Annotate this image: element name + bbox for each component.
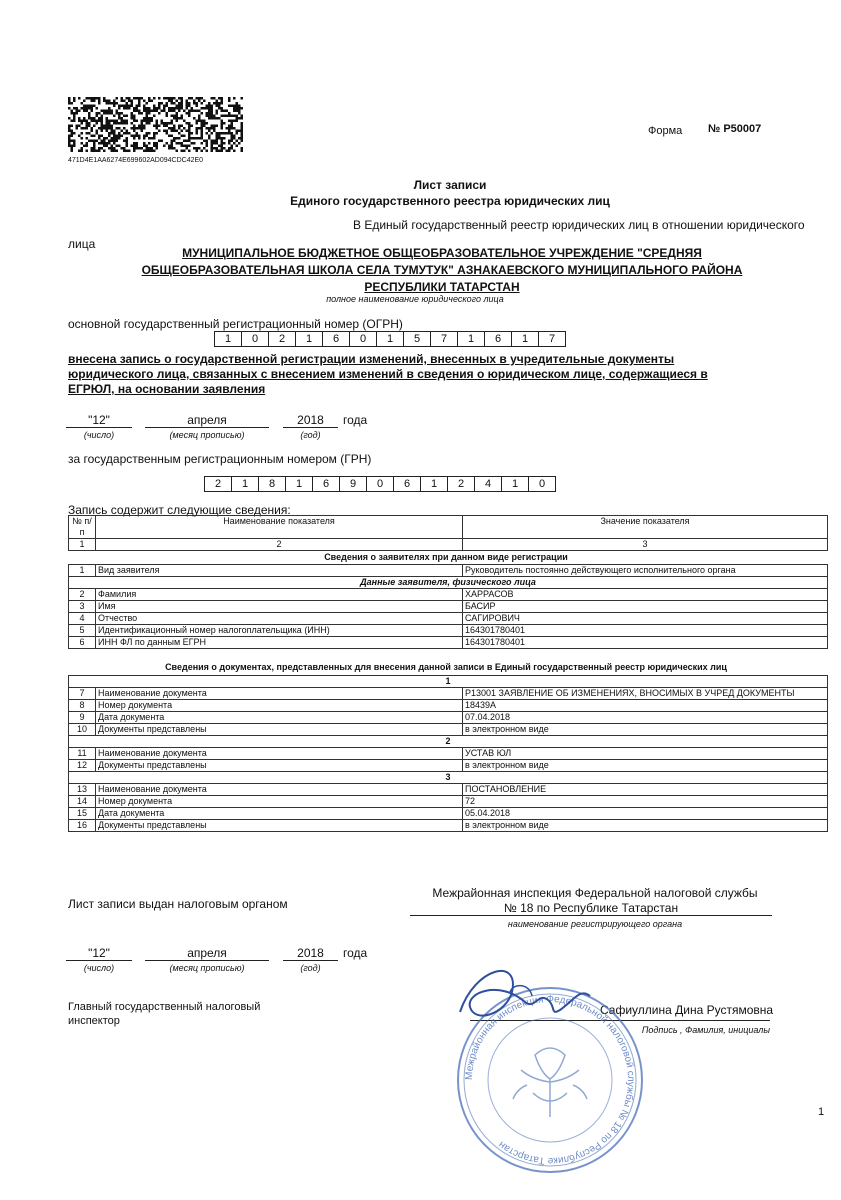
signature-caption: Подпись , Фамилия, инициалы (641, 1025, 770, 1035)
date1-suffix: года (343, 413, 368, 427)
header-table (68, 515, 828, 551)
barcode-code: 471D4E1AA6274E699602AD094CDC42E0 (68, 157, 204, 164)
table-row (69, 601, 828, 613)
group-header-row (69, 772, 828, 784)
row-name: Наименование документа (96, 688, 463, 700)
ogrn-digit: 1 (376, 331, 404, 347)
table-row (69, 637, 828, 649)
row-value: 72 (463, 796, 828, 808)
header-col1: 1 (69, 539, 96, 551)
row-name: Документы представлены (96, 724, 463, 736)
row-value: ПОСТАНОВЛЕНИЕ (463, 784, 828, 796)
table-row (69, 760, 828, 772)
ogrn-digit: 5 (403, 331, 431, 347)
row-number: 10 (69, 724, 96, 736)
grn-digit: 4 (474, 476, 502, 492)
documents-title: Сведения о документах, представленных для внесения данной записи в Единый государственный реестр юридических лиц (165, 662, 727, 672)
grn-digit: 1 (420, 476, 448, 492)
row-value: Руководитель постоянно действующего исполнительного органа (463, 565, 828, 577)
row-value: 18439А (463, 700, 828, 712)
row-number: 12 (69, 760, 96, 772)
entity-name-line: ОБЩЕОБРАЗОВАТЕЛЬНАЯ ШКОЛА СЕЛА ТУМУТУК" АЗНАКАЕВСКОГО МУНИЦИПАЛЬНОГО РАЙОНА (141, 263, 743, 277)
row-name: Дата документа (96, 808, 463, 820)
ogrn-digit: 7 (538, 331, 566, 347)
table-row (69, 724, 828, 736)
record-text (68, 352, 768, 397)
header-value: Значение показателя (463, 516, 828, 539)
authority-line2: № 18 по Республике Татарстан (410, 901, 772, 916)
row-name: Отчество (96, 613, 463, 625)
table-row (69, 796, 828, 808)
grn-digit: 1 (285, 476, 313, 492)
date2-month: апреля (145, 946, 269, 961)
stamp-text: Межрайонная инспекция Федеральной налоговой службы № 18 по Республике Татарстан (463, 993, 637, 1167)
table-row (69, 565, 828, 577)
table-row (69, 820, 828, 832)
entity-caption: полное наименование юридического лица (326, 294, 504, 304)
record-text-line: внесена запись о государственной регистрации изменений, внесенных в учредительные документы (68, 352, 675, 366)
form-label: Форма (648, 125, 683, 137)
entity-name (92, 245, 792, 296)
grn-digit: 0 (366, 476, 394, 492)
table-row (69, 808, 828, 820)
date2-month-caption: (месяц прописью) (169, 963, 245, 973)
ogrn-digit: 2 (268, 331, 296, 347)
intro-text: В Единый государственный реестр юридических лиц в отношении юридического (353, 218, 805, 232)
table-row (69, 700, 828, 712)
ogrn-digit: 6 (484, 331, 512, 347)
row-number: 8 (69, 700, 96, 712)
date1-year-caption: (год) (300, 430, 321, 440)
row-value: БАСИР (463, 601, 828, 613)
ogrn-digit: 1 (511, 331, 539, 347)
record-text-line: ЕГРЮЛ, на основании заявления (68, 382, 266, 396)
ogrn-boxes (215, 331, 566, 347)
row-value: в электронном виде (463, 820, 828, 832)
ogrn-digit: 1 (295, 331, 323, 347)
table-row (69, 784, 828, 796)
applicants-table (68, 564, 828, 649)
row-name: Наименование документа (96, 748, 463, 760)
table-row (69, 589, 828, 601)
grn-digit: 2 (204, 476, 232, 492)
signature-icon (440, 952, 620, 1042)
ogrn-digit: 7 (430, 331, 458, 347)
row-number: 16 (69, 820, 96, 832)
date2-day-caption: (число) (83, 963, 115, 973)
grn-label: за государственным регистрационным номером (ГРН) (68, 452, 372, 466)
entity-name-line: РЕСПУБЛИКИ ТАТАРСТАН (364, 280, 520, 294)
grn-digit: 0 (528, 476, 556, 492)
row-name: ИНН ФЛ по данным ЕГРН (96, 637, 463, 649)
date1-month-caption: (месяц прописью) (169, 430, 245, 440)
row-name: Наименование документа (96, 784, 463, 796)
form-number: № Р50007 (708, 123, 762, 135)
table-subhead-row (69, 577, 828, 589)
page-number: 1 (818, 1106, 825, 1118)
row-number: 7 (69, 688, 96, 700)
ogrn-digit: 6 (322, 331, 350, 347)
record-text-line: юридического лица, связанных с внесением изменений в сведения о юридическом лице, содержащиеся в (68, 367, 708, 381)
barcode (68, 97, 276, 164)
grn-digit: 6 (312, 476, 340, 492)
applicants-title: Сведения о заявителях при данном виде регистрации (324, 552, 568, 562)
row-value: 164301780401 (463, 625, 828, 637)
row-name: Фамилия (96, 589, 463, 601)
row-number: 9 (69, 712, 96, 724)
intro-text-end: лица (68, 237, 96, 251)
group-number: 1 (69, 676, 828, 688)
date1-day: "12" (66, 413, 132, 428)
row-number: 13 (69, 784, 96, 796)
grn-digit: 6 (393, 476, 421, 492)
row-value: в электронном виде (463, 760, 828, 772)
row-value: ХАРРАСОВ (463, 589, 828, 601)
row-name: Документы представлены (96, 760, 463, 772)
row-name: Номер документа (96, 700, 463, 712)
table-row (69, 613, 828, 625)
header-col3: 3 (463, 539, 828, 551)
row-value: 07.04.2018 (463, 712, 828, 724)
document-title: Лист записи (413, 178, 487, 192)
row-value: Р13001 ЗАЯВЛЕНИЕ ОБ ИЗМЕНЕНИЯХ, ВНОСИМЫХ В УЧРЕД ДОКУМЕНТЫ (463, 688, 828, 700)
date2-year-caption: (год) (300, 963, 321, 973)
header-name: Наименование показателя (96, 516, 463, 539)
table-row (69, 625, 828, 637)
row-number: 1 (69, 565, 96, 577)
row-number: 14 (69, 796, 96, 808)
ogrn-digit: 0 (349, 331, 377, 347)
grn-digit: 2 (447, 476, 475, 492)
authority-caption: наименование регистрирующего органа (507, 919, 683, 929)
table-row (69, 712, 828, 724)
authority-line1: Межрайонная инспекция Федеральной налоговой службы (432, 886, 758, 900)
row-name: Имя (96, 601, 463, 613)
barcode-graphic (68, 97, 243, 152)
row-value: 164301780401 (463, 637, 828, 649)
row-name: Вид заявителя (96, 565, 463, 577)
grn-digit: 8 (258, 476, 286, 492)
row-value: 05.04.2018 (463, 808, 828, 820)
entity-name-line: МУНИЦИПАЛЬНОЕ БЮДЖЕТНОЕ ОБЩЕОБРАЗОВАТЕЛЬНОЕ УЧРЕЖДЕНИЕ "СРЕДНЯЯ (182, 246, 702, 260)
row-number: 4 (69, 613, 96, 625)
date1-year: 2018 (283, 413, 338, 428)
row-value: УСТАВ ЮЛ (463, 748, 828, 760)
date2-year: 2018 (283, 946, 338, 961)
issued-label: Лист записи выдан налоговым органом (68, 897, 288, 911)
ogrn-label: основной государственный регистрационный номер (ОГРН) (68, 317, 403, 331)
group-number: 3 (69, 772, 828, 784)
grn-digit: 9 (339, 476, 367, 492)
group-header-row (69, 676, 828, 688)
date1-month: апреля (145, 413, 269, 428)
table-row (69, 748, 828, 760)
contents-label: Запись содержит следующие сведения: (68, 503, 291, 517)
table-row (69, 688, 828, 700)
grn-digit: 1 (501, 476, 529, 492)
ogrn-digit: 1 (457, 331, 485, 347)
document-subtitle: Единого государственного реестра юридических лиц (290, 194, 610, 208)
row-number: 6 (69, 637, 96, 649)
inspector-name: Сафиуллина Дина Рустямовна (600, 1003, 774, 1017)
applicant-rows (69, 589, 828, 649)
inspector-title-line2: инспектор (68, 1015, 120, 1027)
grn-boxes (205, 476, 556, 492)
row-value: САГИРОВИЧ (463, 613, 828, 625)
row-number: 11 (69, 748, 96, 760)
date2-day: "12" (66, 946, 132, 961)
row-number: 2 (69, 589, 96, 601)
row-name: Идентификационный номер налогоплательщика (ИНН) (96, 625, 463, 637)
ogrn-digit: 0 (241, 331, 269, 347)
ogrn-digit: 1 (214, 331, 242, 347)
document-rows (69, 676, 828, 832)
header-col2: 2 (96, 539, 463, 551)
grn-digit: 1 (231, 476, 259, 492)
row-value: в электронном виде (463, 724, 828, 736)
row-number: 5 (69, 625, 96, 637)
row-number: 15 (69, 808, 96, 820)
row-name: Номер документа (96, 796, 463, 808)
row-name: Дата документа (96, 712, 463, 724)
documents-table (68, 675, 828, 832)
date1-day-caption: (число) (83, 430, 115, 440)
row-number: 3 (69, 601, 96, 613)
row-name: Документы представлены (96, 820, 463, 832)
inspector-title: Главный государственный налоговый (68, 1001, 261, 1013)
group-number: 2 (69, 736, 828, 748)
header-num: № п/п (69, 516, 96, 539)
group-header-row (69, 736, 828, 748)
applicants-subtitle: Данные заявителя, физического лица (69, 577, 828, 589)
date2-suffix: года (343, 946, 368, 960)
